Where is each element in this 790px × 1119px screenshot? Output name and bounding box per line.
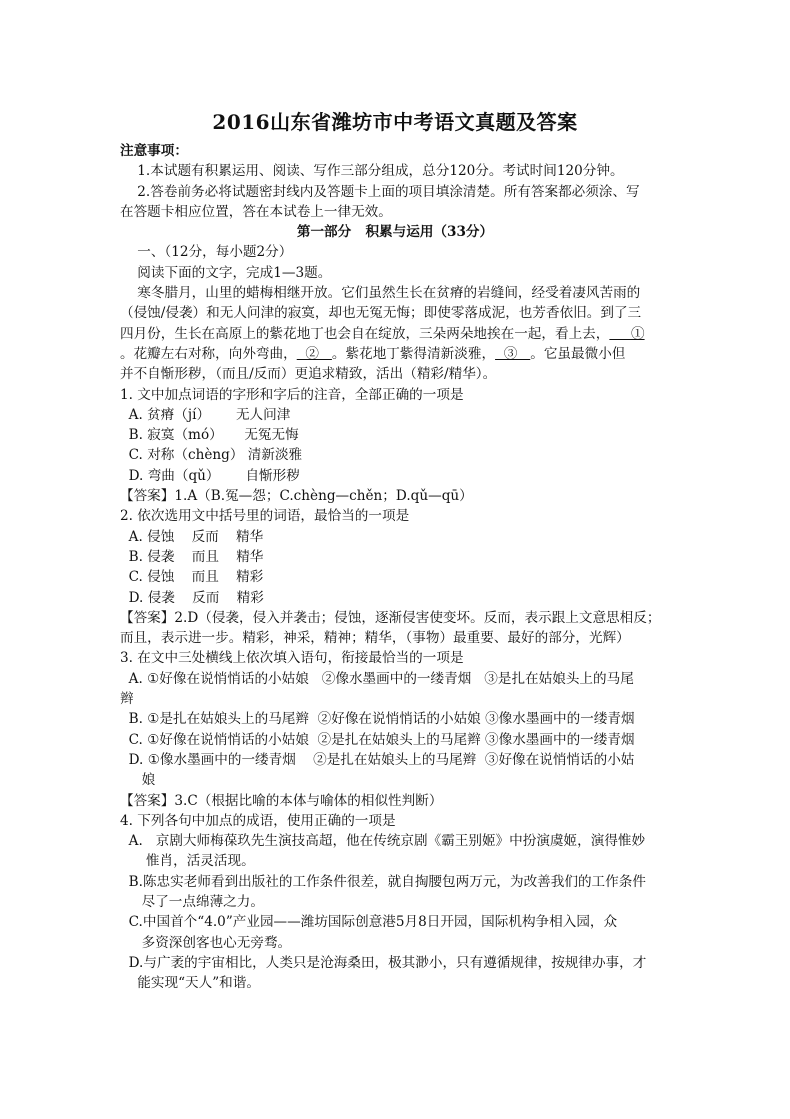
text-line bbox=[120, 872, 670, 892]
text-segment: B.陈忠实老师看到出版社的工作条件很差，就自掏腰包两万元，为改善我们的工作条件 bbox=[120, 873, 646, 890]
document-title: 2016山东省潍坊市中考语文真题及答案 bbox=[212, 110, 578, 134]
text-segment: 多资深创客也心无旁骛。 bbox=[120, 934, 292, 951]
fill-in-blank: ③ bbox=[495, 345, 531, 362]
text-segment: 一、（12分，每小题2分） bbox=[120, 244, 293, 261]
section-heading bbox=[120, 222, 670, 242]
text-segment: D. 侵袭 反而 精彩 bbox=[120, 589, 264, 606]
text-line bbox=[120, 567, 670, 587]
text-line bbox=[120, 669, 670, 689]
text-line bbox=[120, 263, 670, 283]
text-segment: C.中国首个“4.0”产业园——潍坊国际创意港5月8日开园，国际机构争相入园，众 bbox=[120, 914, 618, 931]
text-line bbox=[120, 973, 670, 993]
text-line bbox=[120, 445, 670, 465]
text-segment: 1.本试题有积累运用、阅读、写作三部分组成，总分120分。考试时间120分钟。 bbox=[120, 163, 624, 180]
text-line bbox=[120, 324, 670, 344]
text-segment: 3. 在文中三处横线上依次填入语句，衔接最恰当的一项是 bbox=[120, 650, 464, 667]
question-2 bbox=[120, 506, 670, 526]
text-segment: 。它虽最微小但 bbox=[530, 345, 626, 362]
text-line bbox=[120, 405, 670, 425]
text-segment: A. 贫瘠（jí） 无人问津 bbox=[120, 406, 291, 423]
text-segment: 寒冬腊月，山里的蜡梅相继开放。它们虽然生长在贫瘠的岩缝间，经受着凄风苦雨的 bbox=[120, 285, 641, 302]
text-line bbox=[120, 953, 670, 973]
text-segment: （侵蚀/侵袭）和无人问津的寂寞，却也无冤无悔；即使零落成泥，也芳香依旧。到了三 bbox=[120, 305, 642, 322]
document-body bbox=[120, 141, 670, 993]
text-line bbox=[120, 628, 670, 648]
fill-in-blank: ② bbox=[296, 345, 332, 362]
text-line bbox=[120, 303, 670, 323]
answer-1 bbox=[120, 486, 670, 506]
text-line bbox=[120, 202, 670, 222]
text-segment: 在答题卡相应位置，答在本试卷上一律无效。 bbox=[120, 203, 392, 220]
text-line bbox=[120, 831, 670, 851]
text-segment: 尽了一点绵薄之力。 bbox=[120, 893, 264, 910]
text-segment: 娘 bbox=[120, 772, 156, 789]
notice-heading bbox=[120, 141, 670, 161]
answer-2 bbox=[120, 608, 670, 628]
text-segment: 2. 依次选用文中括号里的词语，最恰当的一项是 bbox=[120, 508, 410, 525]
text-line bbox=[120, 588, 670, 608]
text-line bbox=[120, 344, 670, 364]
text-segment: 2.答卷前务必将试题密封线内及答题卡上面的项目填涂清楚。所有答案都必须涂、写 bbox=[120, 183, 640, 200]
text-line bbox=[120, 283, 670, 303]
text-line bbox=[120, 425, 670, 445]
text-segment: A. 京剧大师梅葆玖先生演技高超，他在传统京剧《霸王别姬》中扮演虞姬，演得惟妙 bbox=[120, 833, 646, 850]
text-line bbox=[120, 527, 670, 547]
answer-3 bbox=[120, 791, 670, 811]
text-segment: D.与广袤的宇宙相比，人类只是沧海桑田，极其渺小，只有遵循规律，按规律办事，才 bbox=[120, 954, 647, 971]
text-segment: 1. 文中加点词语的字形和字后的注音，全部正确的一项是 bbox=[120, 386, 464, 403]
text-segment: 【答案】2.D（侵袭，侵入并袭击；侵蚀，逐渐侵害使变坏。反而，表示跟上文意思相反； bbox=[120, 609, 661, 626]
text-segment: 四月份，生长在高原上的紫花地丁也会自在绽放，三朵两朵地挨在一起，看上去， bbox=[120, 325, 610, 342]
text-segment: B. 寂寞（mó） 无冤无悔 bbox=[120, 427, 299, 444]
question-1 bbox=[120, 385, 670, 405]
text-line bbox=[120, 182, 670, 202]
text-segment: 【答案】1.A（B.冤—怨；C.chèng—chěn；D.qǔ—qū） bbox=[120, 488, 473, 505]
text-segment: 辫 bbox=[120, 691, 134, 708]
text-line bbox=[120, 547, 670, 567]
text-line bbox=[120, 770, 670, 790]
text-segment: B. ①是扎在姑娘头上的马尾辫 ②好像在说悄悄话的小姑娘 ③像水墨画中的一缕青烟 bbox=[120, 711, 635, 728]
text-segment: 能实现“天人”和谐。 bbox=[120, 975, 260, 992]
text-segment: 。紫花地丁紫得清新淡雅， bbox=[331, 345, 496, 362]
text-line bbox=[120, 730, 670, 750]
text-line bbox=[120, 912, 670, 932]
text-segment: 惟肖，活灵活现。 bbox=[120, 853, 255, 870]
text-segment: A. ①好像在说悄悄话的小姑娘 ②像水墨画中的一缕青烟 ③是扎在姑娘头上的马尾 bbox=[120, 670, 634, 687]
text-line bbox=[120, 689, 670, 709]
text-segment: D. ①像水墨画中的一缕青烟 ②是扎在姑娘头上的马尾辫 ③好像在说悄悄话的小姑 bbox=[120, 751, 635, 768]
text-line bbox=[120, 466, 670, 486]
text-segment: 阅读下面的文字，完成1—3题。 bbox=[120, 264, 332, 281]
question-3 bbox=[120, 648, 670, 668]
text-line bbox=[120, 892, 670, 912]
fill-in-blank: ① bbox=[609, 325, 645, 342]
text-segment: C. 对称（chèng） 清新淡雅 bbox=[120, 447, 303, 464]
text-segment: A. 侵蚀 反而 精华 bbox=[120, 528, 264, 545]
text-line bbox=[120, 364, 670, 384]
text-line bbox=[120, 709, 670, 729]
text-segment: D. 弯曲（qǔ） 自惭形秽 bbox=[120, 467, 300, 484]
text-segment: 【答案】3.C（根据比喻的本体与喻体的相似性判断） bbox=[120, 792, 443, 809]
text-segment: 。花瓣左右对称，向外弯曲， bbox=[120, 345, 297, 362]
text-segment: 注意事项： bbox=[120, 143, 188, 159]
text-segment: 4. 下列各句中加点的成语，使用正确的一项是 bbox=[120, 812, 396, 829]
question-4 bbox=[120, 811, 670, 831]
text-line bbox=[120, 851, 670, 871]
text-segment: C. ①好像在说悄悄话的小姑娘 ②是扎在姑娘头上的马尾辫 ③像水墨画中的一缕青烟 bbox=[120, 731, 635, 748]
text-line bbox=[120, 750, 670, 770]
text-line bbox=[120, 161, 670, 181]
text-line bbox=[120, 242, 670, 262]
text-segment: 并不自惭形秽，（而且/反而）更追求精致，活出（精彩/精华）。 bbox=[120, 366, 497, 383]
text-segment: 而且，表示进一步。精彩，神采，精神；精华，（事物）最重要、最好的部分，光辉） bbox=[120, 630, 630, 647]
text-line bbox=[120, 933, 670, 953]
text-segment: B. 侵袭 而且 精华 bbox=[120, 548, 264, 565]
text-segment: C. 侵蚀 而且 精彩 bbox=[120, 569, 264, 586]
text-segment: 第一部分 积累与运用（33分） bbox=[296, 224, 494, 241]
